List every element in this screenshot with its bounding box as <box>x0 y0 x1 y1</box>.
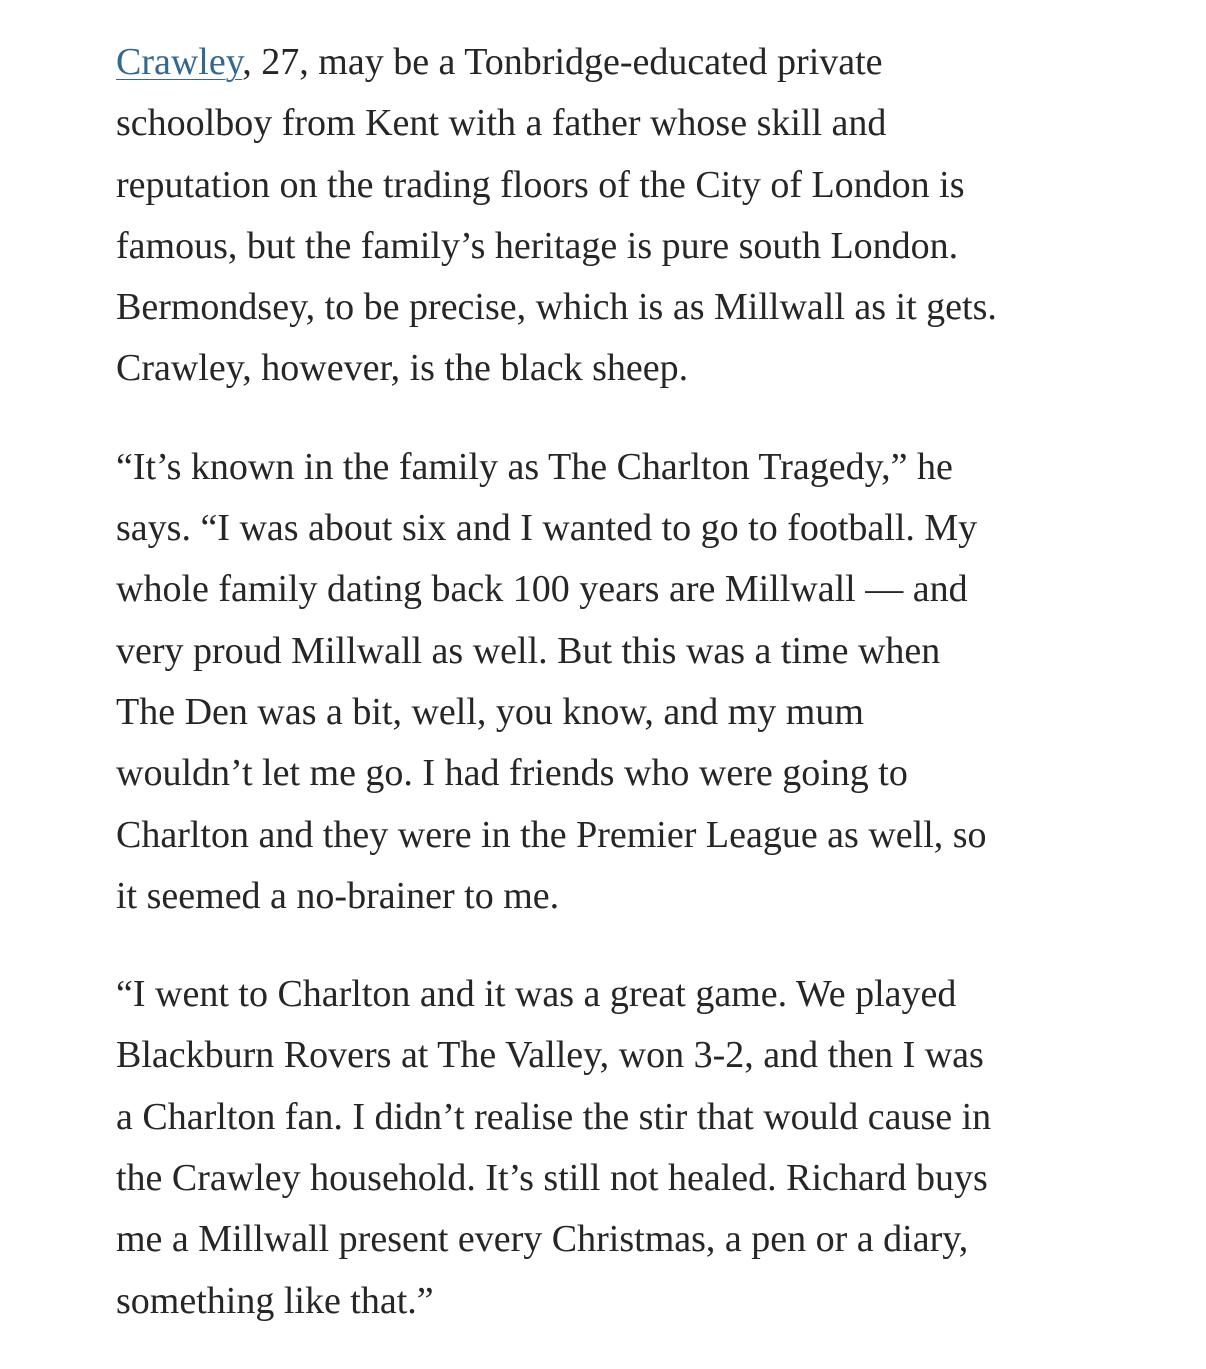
paragraph-2-line-8: it seemed a no-brainer to me. <box>116 874 560 917</box>
paragraph-2-line-1: “It’s known in the family as The Charlton Tragedy,” he <box>116 445 953 488</box>
article-body <box>116 32 1106 1369</box>
crawley-link[interactable]: Crawley <box>116 41 243 83</box>
paragraph-1-line-5: Bermondsey, to be precise, which is as Millwall as it gets. <box>116 286 997 329</box>
paragraph-3-line-1: “I went to Charlton and it was a great game. We played <box>116 973 957 1016</box>
paragraph-3 <box>116 964 1106 1332</box>
paragraph-1-line-3: reputation on the trading floors of the City of London is <box>116 163 965 206</box>
paragraph-2-line-4: very proud Millwall as well. But this was a time when <box>116 629 941 672</box>
paragraph-2-line-5: The Den was a bit, well, you know, and my mum <box>116 690 864 733</box>
paragraph-2-line-3: whole family dating back 100 years are Millwall — and <box>116 568 968 611</box>
paragraph-1-line-2: schoolboy from Kent with a father whose skill and <box>116 102 887 145</box>
paragraph-2-line-6: wouldn’t let me go. I had friends who were going to <box>116 752 908 795</box>
paragraph-3-line-3: a Charlton fan. I didn’t realise the stir that would cause in <box>116 1095 992 1138</box>
paragraph-1-line-6: Crawley, however, is the black sheep. <box>116 347 689 390</box>
paragraph-3-line-4: the Crawley household. It’s still not healed. Richard buys <box>116 1157 988 1200</box>
paragraph-3-line-5: me a Millwall present every Christmas, a pen or a diary, <box>116 1218 969 1261</box>
paragraph-1 <box>116 32 1106 400</box>
paragraph-1-line-1 <box>116 32 1106 93</box>
paragraph-1-line-1-text: , 27, may be a Tonbridge-educated private <box>242 41 883 83</box>
paragraph-2-line-7: Charlton and they were in the Premier League as well, so <box>116 813 987 856</box>
paragraph-3-line-6: something like that.” <box>116 1279 434 1322</box>
paragraph-3-line-2: Blackburn Rovers at The Valley, won 3-2, and then I was <box>116 1034 984 1077</box>
paragraph-1-line-4: famous, but the family’s heritage is pure south London. <box>116 224 959 267</box>
paragraph-2 <box>116 437 1106 927</box>
paragraph-2-line-2: says. “I was about six and I wanted to go to football. My <box>116 507 978 550</box>
